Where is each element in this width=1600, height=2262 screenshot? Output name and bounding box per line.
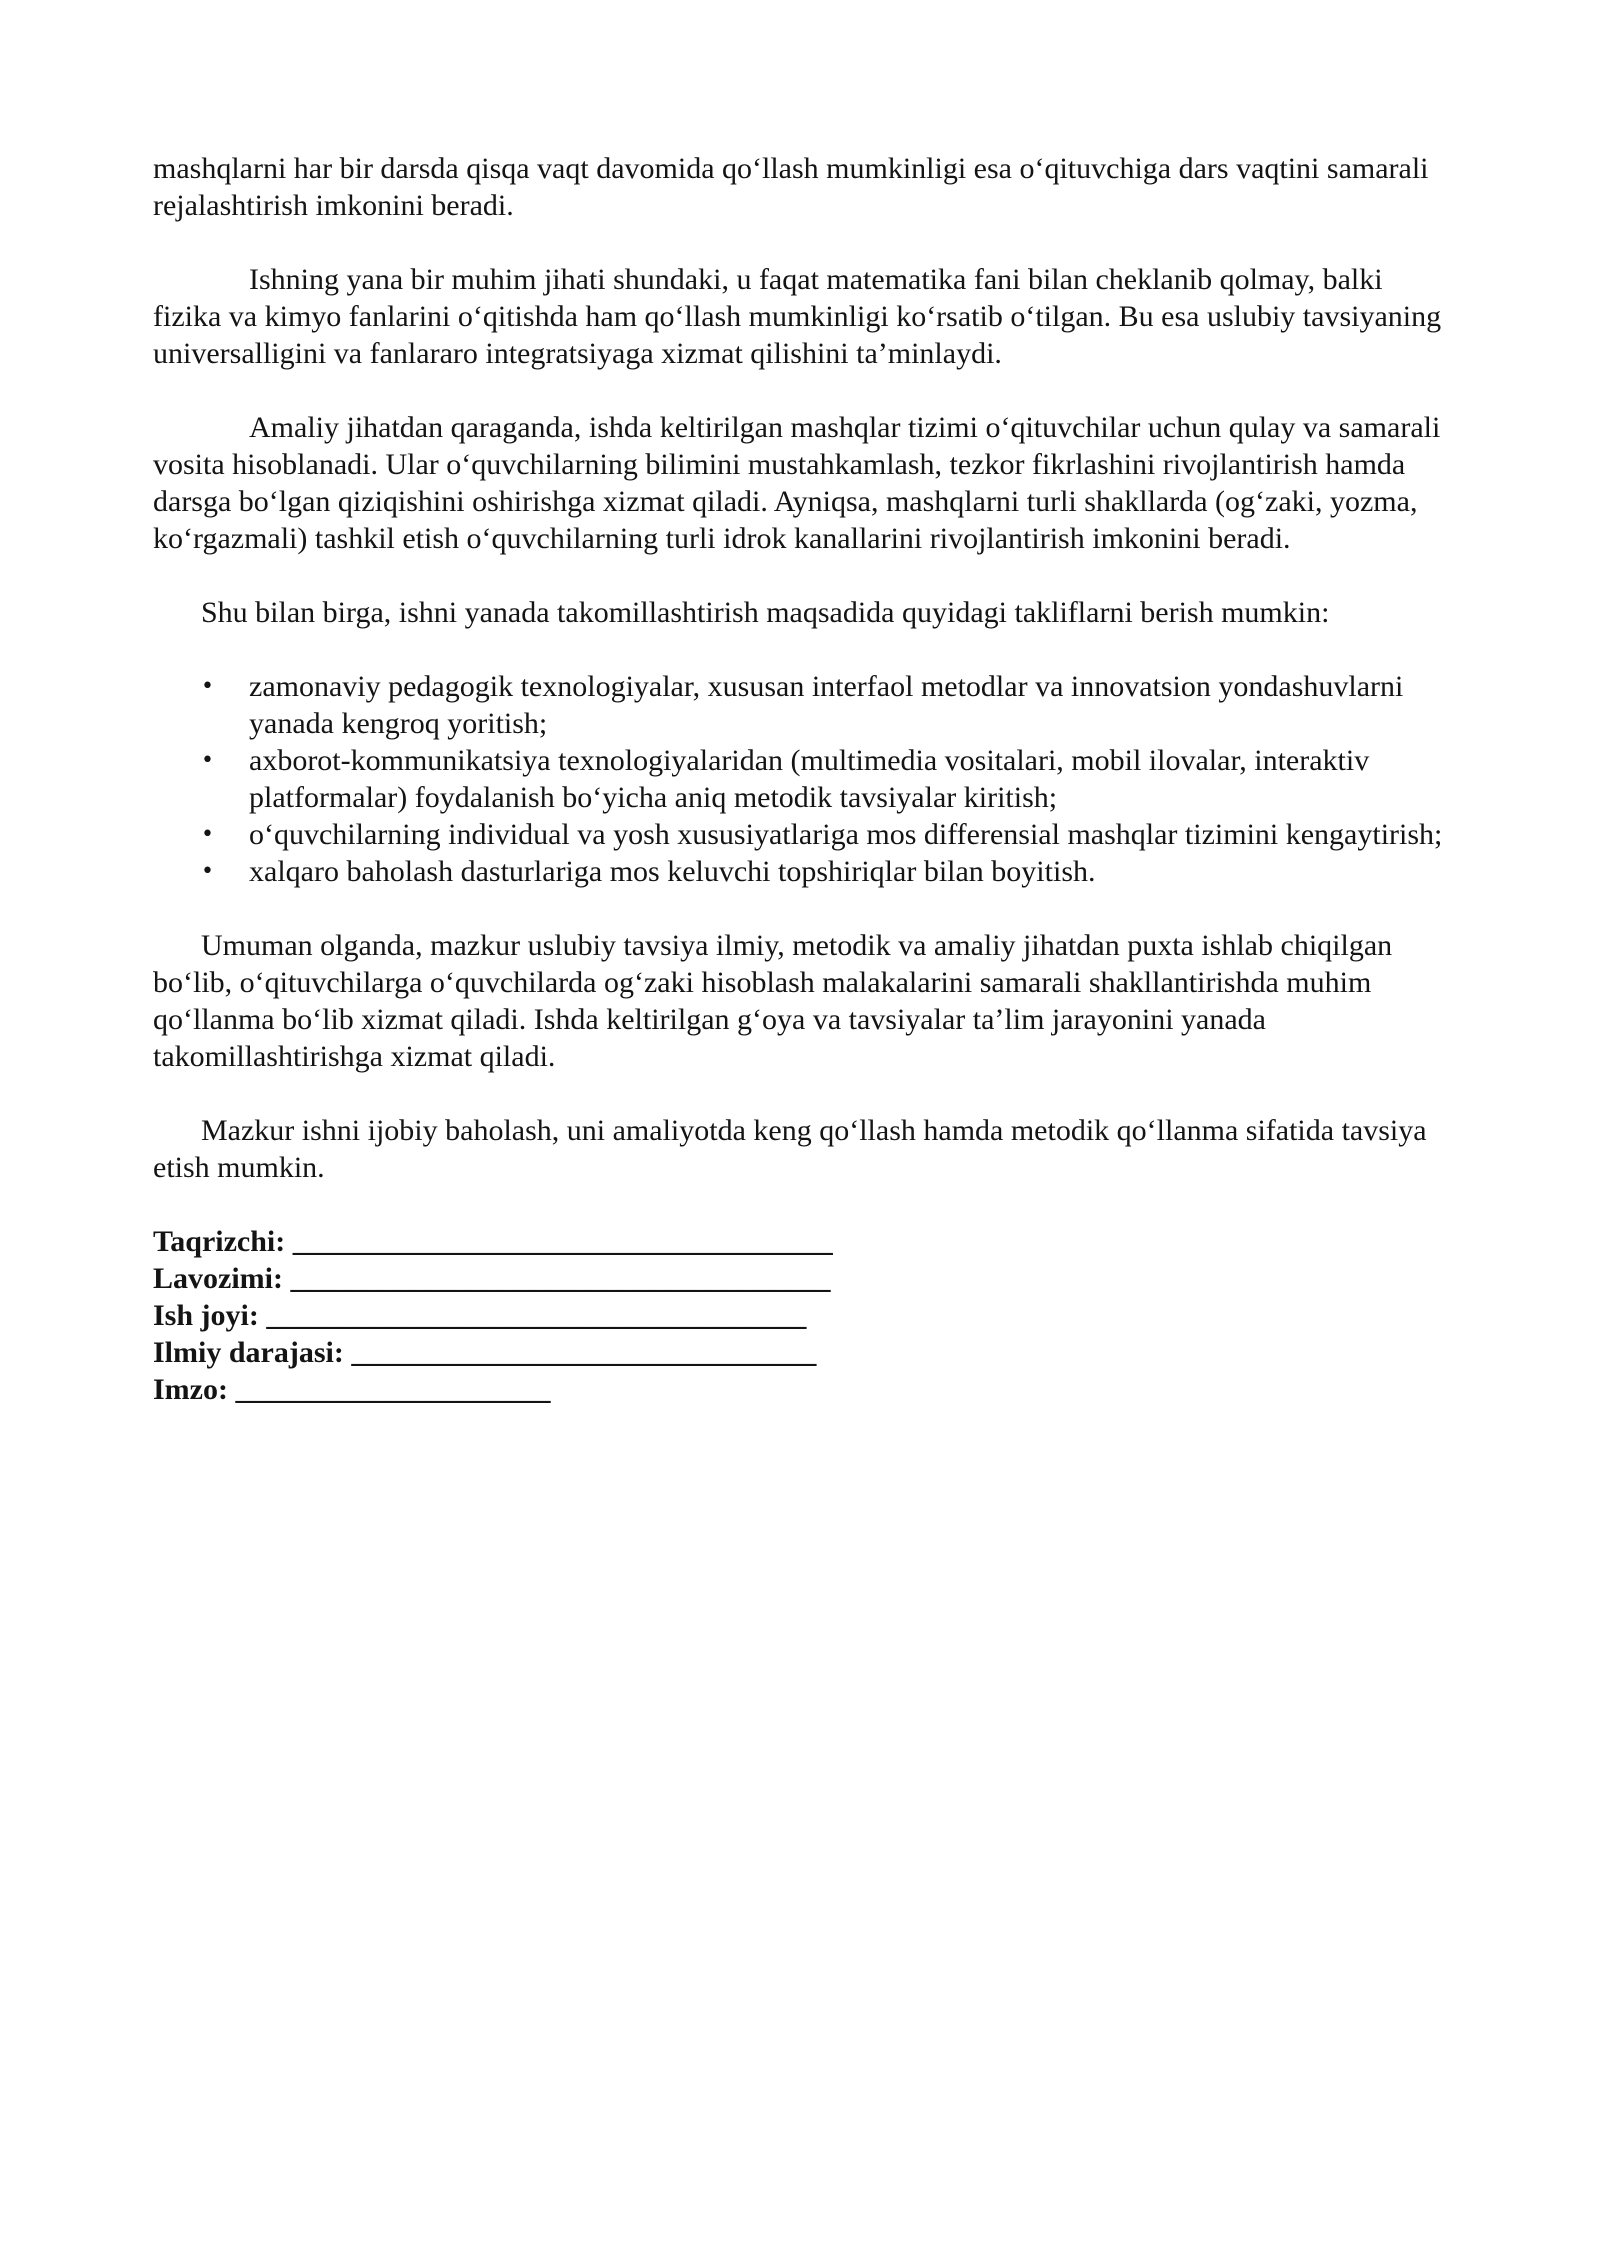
paragraph-recommendation: Mazkur ishni ijobiy baholash, uni amaliyotda keng qo‘llash hamda metodik qo‘llanma sifatida tavsiya etish mumkin. <box>153 1114 1427 1184</box>
paragraph-practical: Amaliy jihatdan qaraganda, ishda keltirilgan mashqlar tizimi o‘qituvchilar uchun qulay va samarali vosita hisoblanadi. Ular o‘quvchilarning bilimini mustahkamlash, tezkor fikrlashini rivojlantirish hamda darsga bo‘lgan qiziqishini oshirishga xizmat qiladi. Ayniqsa, mashqlarni turli shakllarda (og‘zaki, yozma, ko‘rgazmali) tashkil etish o‘quvchilarning turli idrok kanallarini rivojlantirish imkonini beradi. <box>153 411 1441 555</box>
signature-line: Imzo: _____________________ <box>153 1373 551 1406</box>
list-item <box>153 668 1453 742</box>
paragraph-universality: Ishning yana bir muhim jihati shundaki, u faqat matematika fani bilan cheklanib qolmay, balki fizika va kimyo fanlarini o‘qitishda ham qo‘llash mumkinligi ko‘rsatib o‘tilgan. Bu esa uslubiy tavsiyaning universalligini va fanlararo integratsiyaga xizmat qilishini ta’minlaydi. <box>153 263 1442 370</box>
list-item-text: zamonaviy pedagogik texnologiyalar, xususan interfaol metodlar va innovatsion yondashuvlarni yanada kengroq yoritish; <box>249 670 1404 740</box>
bullet-icon: • <box>201 748 214 773</box>
list-item <box>153 816 1453 853</box>
bullet-icon: • <box>201 859 214 884</box>
list-item <box>153 853 1453 890</box>
list-item-text: axborot-kommunikatsiya texnologiyalaridan (multimedia vositalari, mobil ilovalar, interaktiv platformalar) foydalanish bo‘yicha aniq metodik tavsiyalar kiritish; <box>249 744 1370 814</box>
paragraph-conclusion: Umuman olganda, mazkur uslubiy tavsiya ilmiy, metodik va amaliy jihatdan puxta ishlab chiqilgan bo‘lib, o‘qituvchilarga o‘quvchilarda og‘zaki hisoblash malakalarini samarali shakllantirishda muhim qo‘llanma bo‘lib xizmat qiladi. Ishda keltirilgan g‘oya va tavsiyalar ta’lim jarayonini yanada takomillashtirishga xizmat qiladi. <box>153 929 1393 1073</box>
bullet-icon: • <box>201 674 214 699</box>
paragraph-continuation: mashqlarni har bir darsda qisqa vaqt davomida qo‘llash mumkinligi esa o‘qituvchiga dars vaqtini samarali rejalashtirish imkonini beradi. <box>153 152 1429 222</box>
document-page <box>153 150 1453 1408</box>
suggestions-list <box>153 668 1453 890</box>
list-item-text: xalqaro baholash dasturlariga mos keluvchi topshiriqlar bilan boyitish. <box>249 855 1096 888</box>
list-item <box>153 742 1453 816</box>
academic-degree-line: Ilmiy darajasi: _______________________________ <box>153 1336 817 1369</box>
position-line: Lavozimi: ____________________________________ <box>153 1262 831 1295</box>
bullet-icon: • <box>201 822 214 847</box>
paragraph-suggestions-intro: Shu bilan birga, ishni yanada takomillashtirish maqsadida quyidagi takliflarni berish mumkin: <box>201 596 1330 629</box>
signature-block <box>153 1223 1453 1408</box>
list-item-text: o‘quvchilarning individual va yosh xususiyatlariga mos differensial mashqlar tizimini kengaytirish; <box>249 818 1443 851</box>
workplace-line: Ish joyi: ____________________________________ <box>153 1299 807 1332</box>
reviewer-line: Taqrizchi: ____________________________________ <box>153 1225 833 1258</box>
